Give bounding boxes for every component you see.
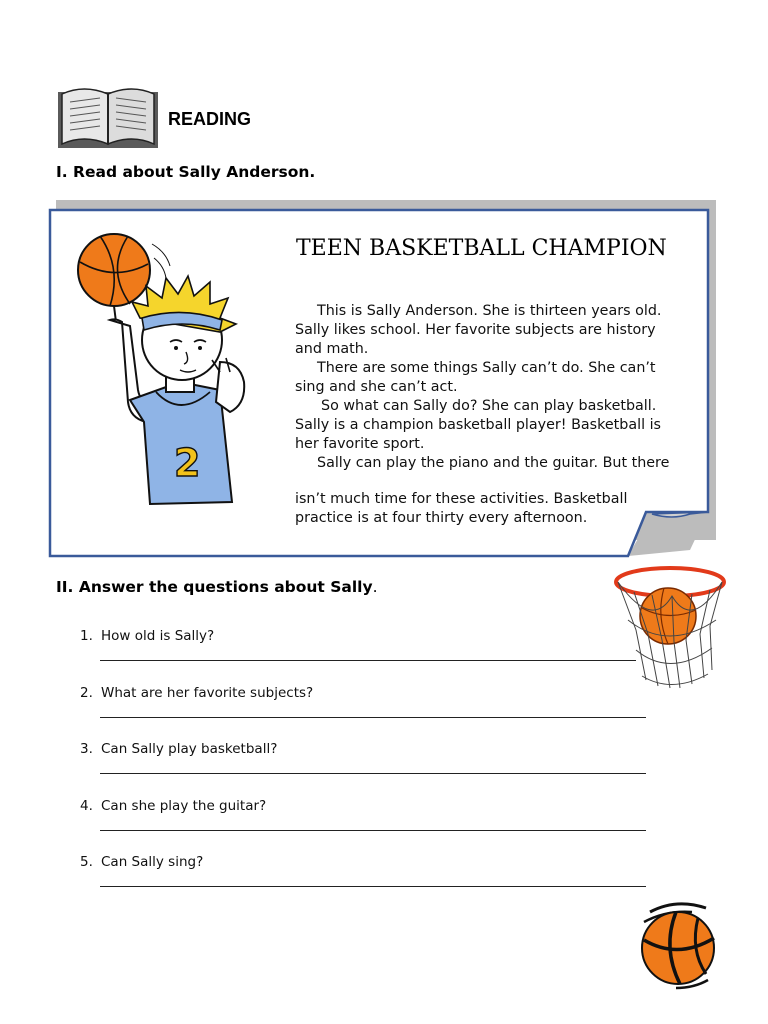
paragraph-2-text: There are some things Sally can’t do. She can’t sing and she can’t act. — [295, 360, 656, 395]
question-2 — [80, 685, 313, 701]
article-paragraph-2 — [295, 359, 705, 397]
paragraph-1-text: This is Sally Anderson. She is thirteen years old. Sally likes school. Her favorite subjects are history and math. — [295, 303, 662, 357]
paragraph-5-text: isn’t much time for these activities. Basketball practice is at four thirty every afternoon. — [295, 491, 628, 526]
paragraph-4-text: Sally can play the piano and the guitar. But there — [317, 455, 670, 471]
article-title: TEEN BASKETBALL CHAMPION — [296, 236, 667, 261]
question-number: 5. — [80, 854, 93, 870]
question-5 — [80, 854, 203, 870]
article-paragraph-1 — [295, 302, 705, 359]
open-book-icon — [56, 82, 160, 150]
article-paragraph-5 — [295, 490, 705, 528]
basketball-girl-illustration — [70, 222, 280, 522]
spinning-basketball-icon — [636, 898, 722, 990]
question-text: Can she play the guitar? — [101, 798, 267, 814]
answer-line-5[interactable] — [100, 886, 646, 887]
question-number: 3. — [80, 741, 93, 757]
basketball-hoop-icon — [612, 560, 732, 695]
jersey-number: 2 — [174, 441, 201, 485]
question-number: 2. — [80, 685, 93, 701]
article-paragraph-4 — [295, 454, 705, 473]
section-2-title — [56, 578, 378, 596]
article-paragraph-3 — [295, 397, 705, 454]
question-number: 4. — [80, 798, 93, 814]
question-4 — [80, 798, 266, 814]
question-text: What are her favorite subjects? — [101, 685, 314, 701]
question-number: 1. — [80, 628, 93, 644]
question-text: Can Sally play basketball? — [101, 741, 278, 757]
question-3 — [80, 741, 277, 757]
question-text: Can Sally sing? — [101, 854, 204, 870]
answer-line-4[interactable] — [100, 830, 646, 831]
section-2-title-punct: . — [372, 578, 378, 596]
question-text: How old is Sally? — [101, 628, 215, 644]
answer-line-2[interactable] — [100, 717, 646, 718]
answer-line-1[interactable] — [100, 660, 636, 661]
answer-line-3[interactable] — [100, 773, 646, 774]
reading-heading: READING — [168, 109, 252, 129]
section-1-title: I. Read about Sally Anderson. — [56, 163, 316, 181]
section-2-title-text: II. Answer the questions about Sally — [56, 578, 373, 596]
paragraph-3-text: So what can Sally do? She can play basketball. Sally is a champion basketball player! Basketball is her favorite sport. — [295, 398, 662, 452]
question-1 — [80, 628, 214, 644]
